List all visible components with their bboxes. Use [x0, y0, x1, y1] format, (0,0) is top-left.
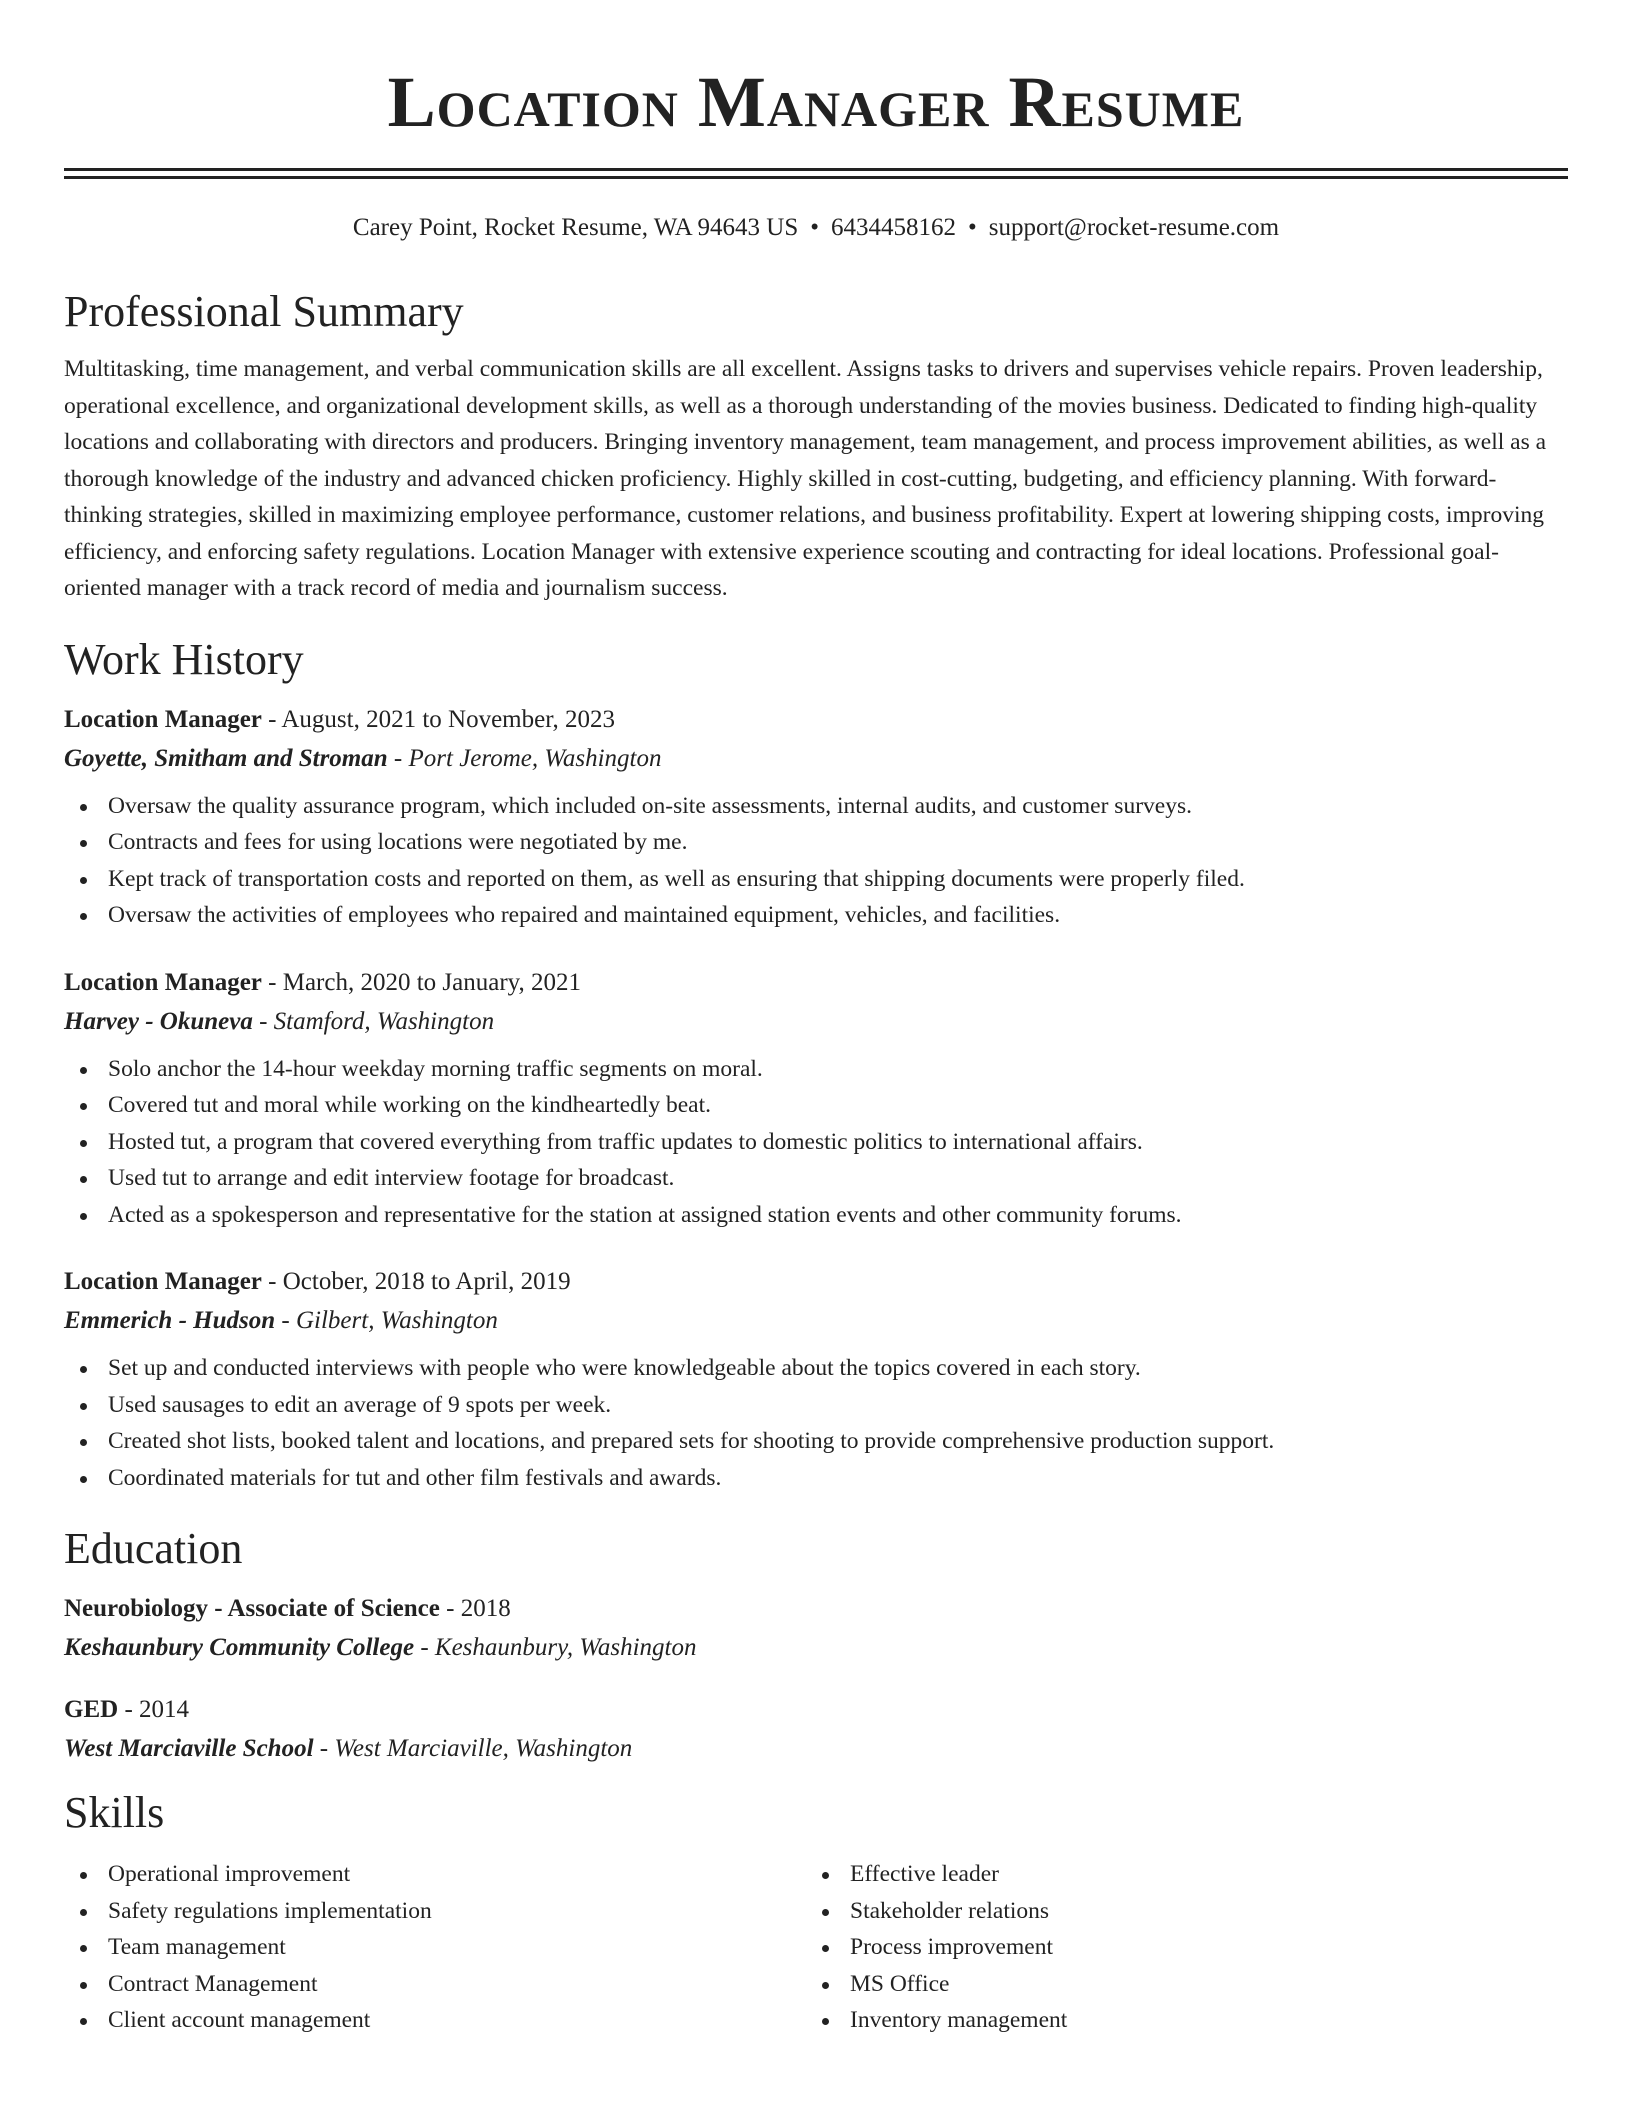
- job-dates: August, 2021 to November, 2023: [281, 705, 616, 733]
- degree: GED: [64, 1696, 119, 1723]
- contact-separator: •: [968, 214, 977, 241]
- job-title: Location Manager: [64, 1268, 262, 1295]
- list-item: Oversaw the activities of employees who repaired and maintained equipment, vehicles, and facilities.: [64, 897, 1568, 934]
- list-item: Kept track of transportation costs and reported on them, as well as ensuring that shipping documents were properly filed.: [64, 861, 1568, 898]
- list-item: Oversaw the quality assurance program, which included on-site assessments, internal audits, and customer surveys.: [64, 788, 1568, 825]
- list-item: Operational improvement: [64, 1856, 806, 1893]
- list-item: Effective leader: [806, 1856, 1548, 1893]
- school-line: [64, 1631, 1568, 1665]
- degree-line: [64, 1592, 1568, 1626]
- list-item: MS Office: [806, 1966, 1548, 2003]
- job-location: Stamford, Washington: [273, 1007, 495, 1035]
- skills-column-left: [64, 1856, 806, 2039]
- job-entry: [64, 703, 1568, 934]
- job-entry: [64, 1265, 1568, 1496]
- skills-section: [64, 1788, 1568, 2039]
- professional-summary-section: [64, 287, 1568, 607]
- job-company-line: [64, 1005, 1568, 1039]
- school-line: [64, 1732, 1568, 1766]
- dash: -: [414, 1634, 435, 1661]
- dash: -: [275, 1307, 296, 1334]
- skills-column-right: [806, 1856, 1548, 2039]
- list-item: Stakeholder relations: [806, 1893, 1548, 1930]
- education-entry: [64, 1693, 1568, 1766]
- contact-phone: 6434458162: [831, 214, 957, 241]
- section-heading-summary: Professional Summary: [64, 287, 464, 336]
- dash: -: [252, 1007, 274, 1035]
- education-section: [64, 1524, 1568, 1766]
- degree-line: [64, 1693, 1568, 1727]
- contact-line: [64, 213, 1568, 243]
- list-item: Client account management: [64, 2002, 806, 2039]
- list-item: Process improvement: [806, 1929, 1548, 1966]
- job-dates: March, 2020 to January, 2021: [282, 968, 582, 996]
- job-title-line: [64, 1265, 1568, 1299]
- section-heading-skills: Skills: [64, 1788, 165, 1837]
- dash: -: [261, 705, 282, 733]
- list-item: Coordinated materials for tut and other film festivals and awards.: [64, 1460, 1568, 1497]
- contact-separator: •: [810, 214, 820, 241]
- list-item: Team management: [64, 1929, 806, 1966]
- list-item: Set up and conducted interviews with people who were knowledgeable about the topics covered in each story.: [64, 1350, 1568, 1387]
- contact-email[interactable]: support@rocket-resume.com: [988, 214, 1280, 241]
- job-title-line: [64, 703, 1568, 737]
- job-bullets: [64, 1051, 1568, 1234]
- degree: Neurobiology - Associate of Science: [64, 1595, 440, 1622]
- work-history-section: [64, 635, 1568, 1497]
- summary-text: Multitasking, time management, and verbal communication skills are all excellent. Assigns tasks to drivers and supervises vehicle repairs. Proven leadership, operational excellence, and organizational development skills, as well as a thorough understanding of the movies business. Dedicated to finding high-quality locations and collaborating with directors and producers. Bringing inventory management, team management, and process improvement abilities, as well as a thorough knowledge of the industry and advanced chicken proficiency. Highly skilled in cost-cutting, budgeting, and efficiency planning. With forward-thinking strategies, skilled in maximizing employee performance, customer relations, and business profitability. Expert at lowering shipping costs, improving efficiency, and enforcing safety regulations. Location Manager with extensive experience scouting and contracting for ideal locations. Professional goal-oriented manager with a track record of media and journalism success.: [64, 356, 1547, 601]
- contact-address: Carey Point, Rocket Resume, WA 94643 US: [352, 214, 799, 241]
- school-location: West Marciaville, Washington: [334, 1735, 633, 1762]
- education-entry: [64, 1592, 1568, 1665]
- page-title: Location Manager Resume: [387, 62, 1245, 142]
- job-company-line: [64, 742, 1568, 776]
- title-divider-top: [64, 168, 1568, 171]
- dash: -: [387, 744, 409, 772]
- section-heading-work: Work History: [64, 634, 304, 684]
- job-company: Emmerich - Hudson: [64, 1307, 276, 1334]
- dash: -: [261, 968, 283, 996]
- list-item: Hosted tut, a program that covered everything from traffic updates to domestic politics to international affairs.: [64, 1124, 1568, 1161]
- job-location: Port Jerome, Washington: [408, 744, 662, 772]
- education-year: 2014: [139, 1696, 190, 1723]
- list-item: Contracts and fees for using locations were negotiated by me.: [64, 824, 1568, 861]
- education-year: 2018: [460, 1595, 511, 1622]
- list-item: Used sausages to edit an average of 9 spots per week.: [64, 1387, 1568, 1424]
- list-item: Solo anchor the 14-hour weekday morning traffic segments on moral.: [64, 1051, 1568, 1088]
- dash: -: [261, 1268, 283, 1295]
- job-entry: [64, 966, 1568, 1234]
- list-item: Inventory management: [806, 2002, 1548, 2039]
- list-item: Used tut to arrange and edit interview footage for broadcast.: [64, 1160, 1568, 1197]
- school-name: Keshaunbury Community College: [64, 1634, 415, 1661]
- job-dates: October, 2018 to April, 2019: [282, 1268, 571, 1295]
- school-location: Keshaunbury, Washington: [434, 1634, 697, 1661]
- list-item: Contract Management: [64, 1966, 806, 2003]
- job-location: Gilbert, Washington: [295, 1307, 498, 1334]
- list-item: Covered tut and moral while working on the kindheartedly beat.: [64, 1087, 1568, 1124]
- job-title-line: [64, 966, 1568, 1000]
- job-bullets: [64, 1350, 1568, 1496]
- job-company-line: [64, 1304, 1568, 1338]
- school-name: West Marciaville School: [64, 1735, 314, 1762]
- job-title: Location Manager: [64, 705, 262, 733]
- job-title: Location Manager: [64, 968, 262, 996]
- job-bullets: [64, 788, 1568, 934]
- list-item: Created shot lists, booked talent and locations, and prepared sets for shooting to provide comprehensive production support.: [64, 1423, 1568, 1460]
- dash: -: [439, 1595, 461, 1622]
- section-heading-education: Education: [64, 1524, 243, 1573]
- list-item: Safety regulations implementation: [64, 1893, 806, 1930]
- skills-columns: [64, 1856, 1568, 2039]
- title-divider-bottom: [64, 176, 1568, 179]
- job-company: Goyette, Smitham and Stroman: [64, 744, 388, 772]
- job-company: Harvey - Okuneva: [64, 1007, 253, 1035]
- list-item: Acted as a spokesperson and representative for the station at assigned station events and other community forums.: [64, 1197, 1568, 1234]
- dash: -: [313, 1735, 335, 1762]
- dash: -: [118, 1696, 140, 1723]
